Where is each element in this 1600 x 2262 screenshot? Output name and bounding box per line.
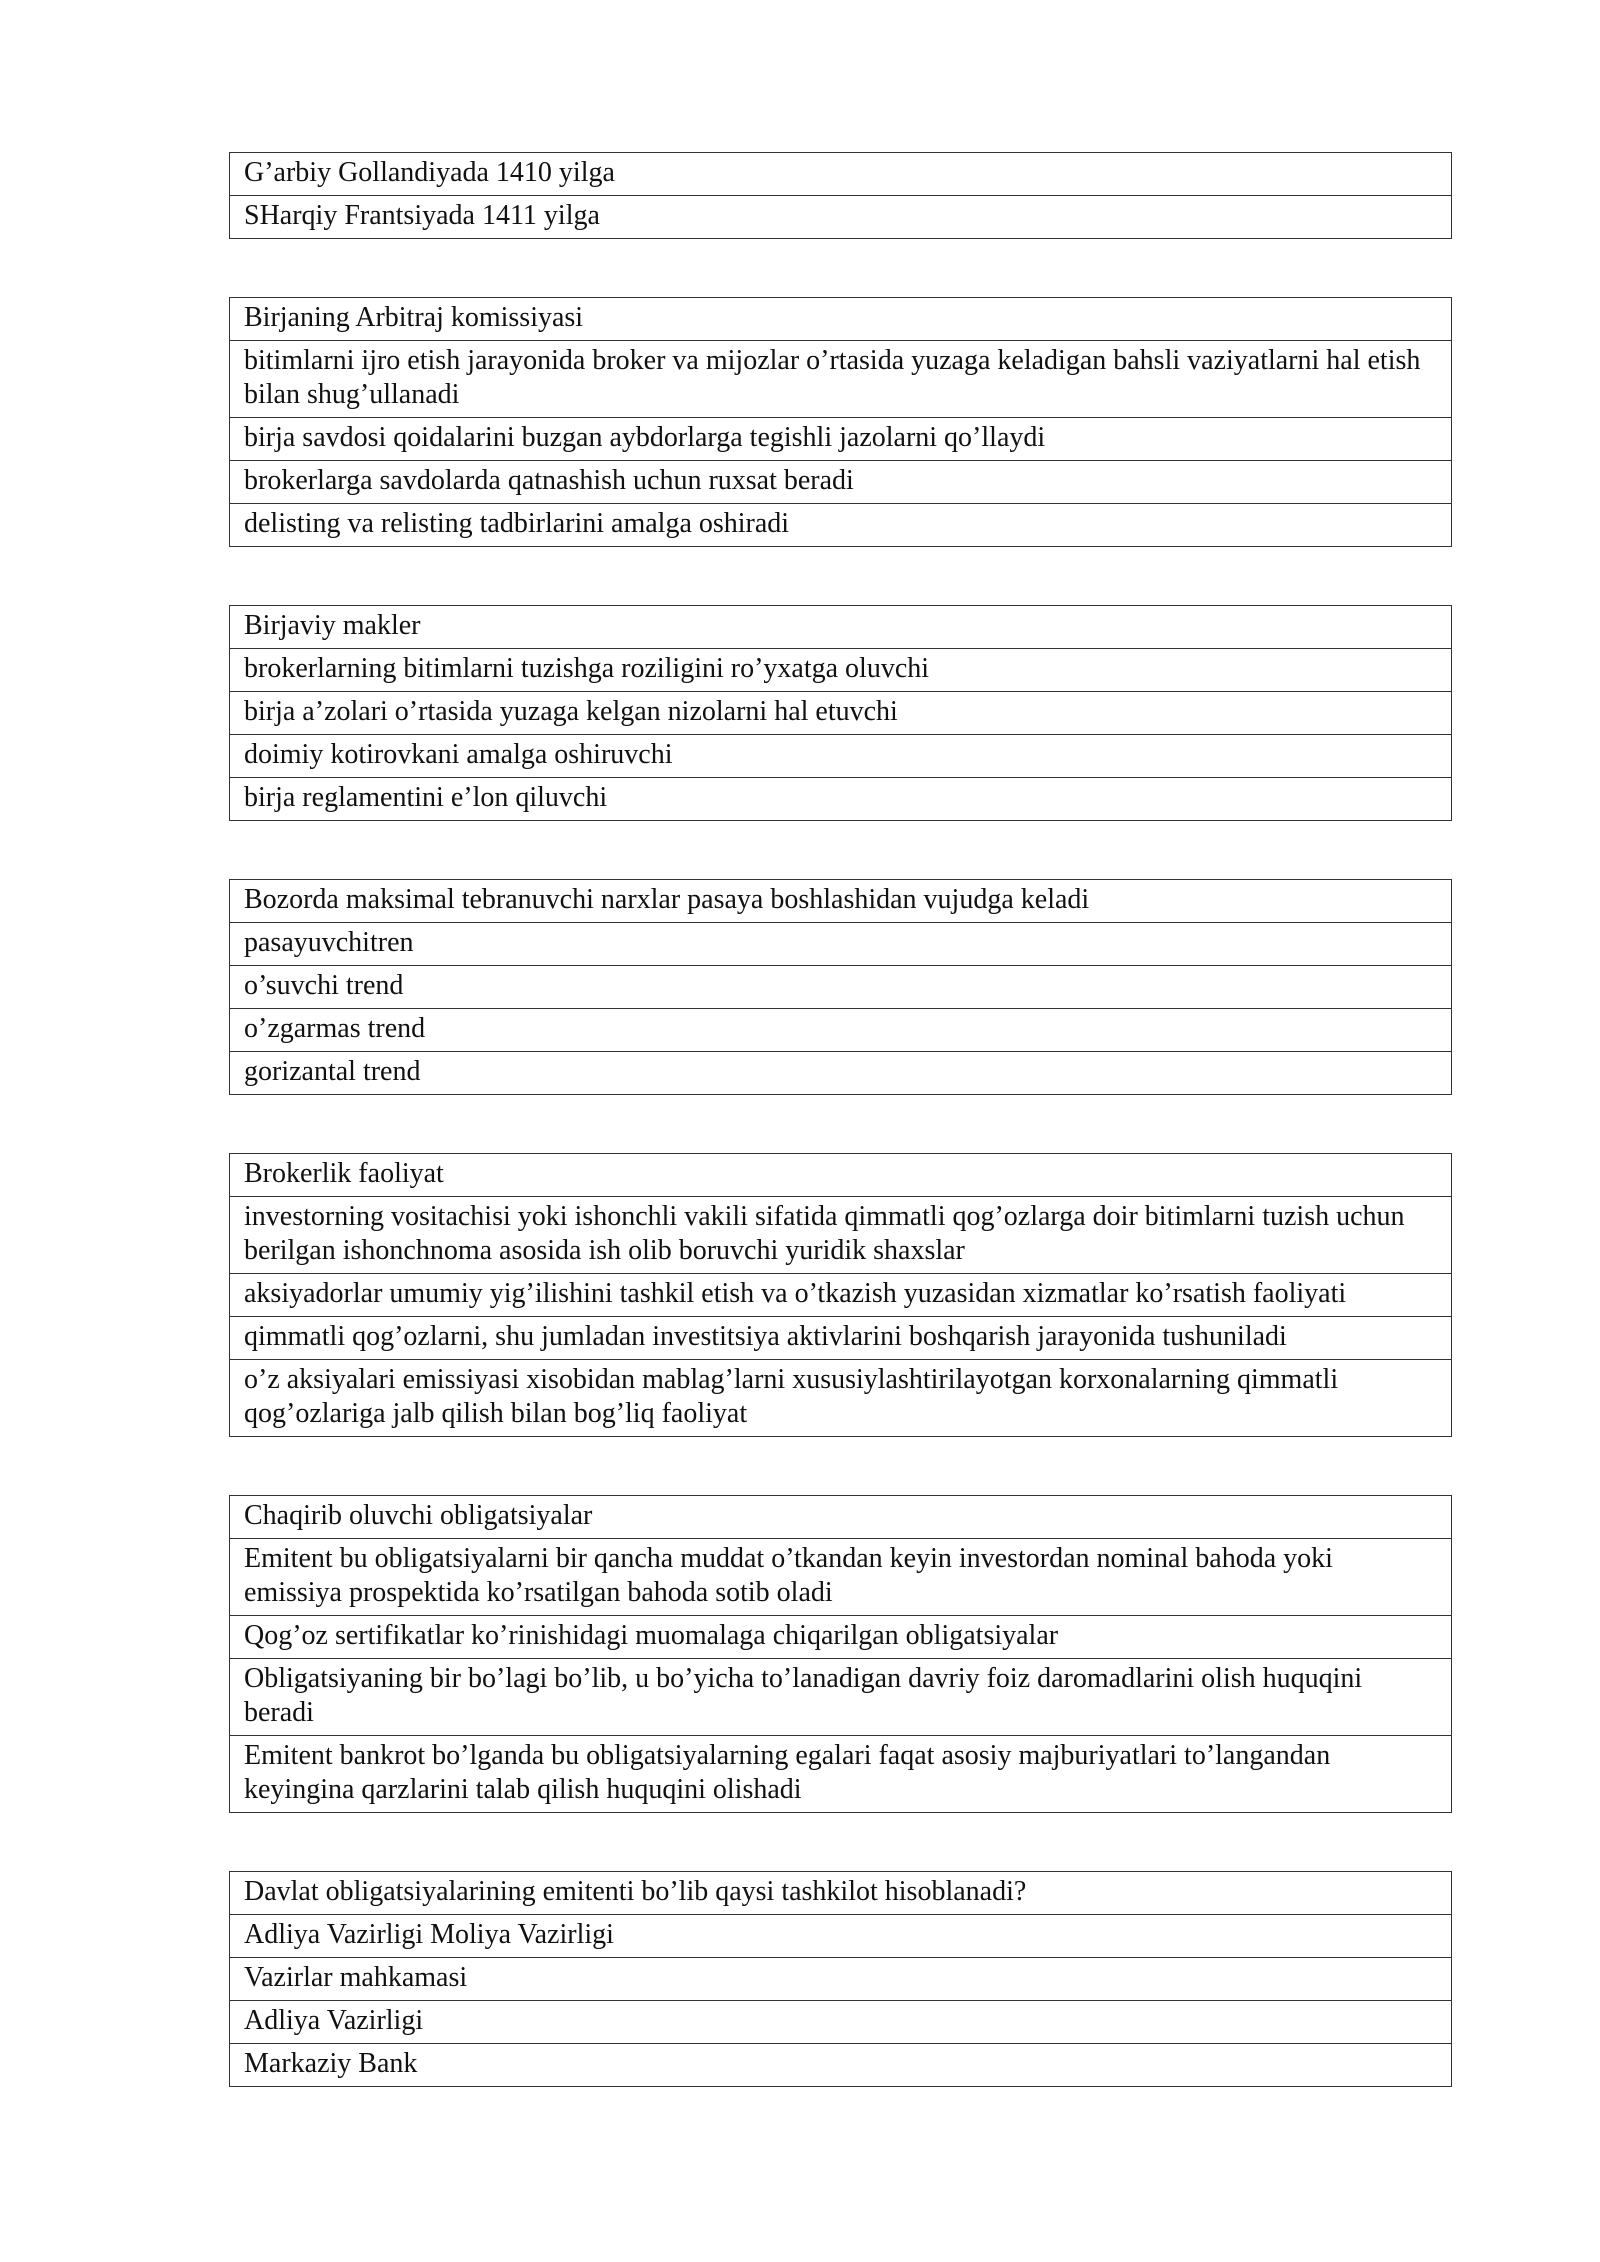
answer-option: doimiy kotirovkani amalga oshiruvchi <box>230 734 1451 777</box>
answer-option: G’arbiy Gollandiyada 1410 yilga <box>244 157 615 188</box>
answer-option: gorizantal trend <box>230 1051 1451 1094</box>
answer-option: Vazirlar mahkamasi <box>230 1957 1451 2000</box>
answer-option: Emitent bankrot bo’lganda bu obligatsiyalarning egalari faqat asosiy majburiyatlari to’langandan keyingina qarzlarini talab qilish huquqini olishadi <box>230 1735 1451 1812</box>
question-title: Brokerlik faoliyat <box>244 1158 444 1189</box>
question-block-3 <box>229 605 1452 821</box>
question-title: Bozorda maksimal tebranuvchi narxlar pasaya boshlashidan vujudga keladi <box>244 884 1090 915</box>
question-block-4 <box>229 879 1452 1095</box>
answer-option: investorning vositachisi yoki ishonchli vakili sifatida qimmatli qog’ozlarga doir bitimlarni tuzish uchun berilgan ishonchnoma asosida ish olib boruvchi yuridik shaxslar <box>230 1196 1451 1273</box>
question-title: Birjaning Arbitraj komissiyasi <box>244 302 584 333</box>
answer-option: qimmatli qog’ozlarni, shu jumladan investitsiya aktivlarini boshqarish jarayonida tushuniladi <box>230 1316 1451 1359</box>
answer-option: bitimlarni ijro etish jarayonida broker va mijozlar o’rtasida yuzaga keladigan bahsli vaziyatlarni hal etish bilan shug’ullanadi <box>230 340 1451 417</box>
document-page <box>229 152 1452 2145</box>
answer-option: birja reglamentini e’lon qiluvchi <box>230 777 1451 820</box>
question-block-6 <box>229 1495 1452 1813</box>
question-block-2 <box>229 297 1452 547</box>
answer-option: Markaziy Bank <box>230 2043 1451 2086</box>
answer-option: o’suvchi trend <box>230 965 1451 1008</box>
answer-option: brokerlarga savdolarda qatnashish uchun ruxsat beradi <box>230 460 1451 503</box>
answer-option: delisting va relisting tadbirlarini amalga oshiradi <box>230 503 1451 546</box>
question-title: Birjaviy makler <box>244 610 421 641</box>
answer-option: o’z aksiyalari emissiyasi xisobidan mablag’larni xususiylashtirilayotgan korxonalarning qimmatli qog’ozlariga jalb qilish bilan bog’liq faoliyat <box>230 1359 1451 1436</box>
question-block-7 <box>229 1871 1452 2087</box>
answer-option: birja savdosi qoidalarini buzgan aybdorlarga tegishli jazolarni qo’llaydi <box>230 417 1451 460</box>
answer-option: Qog’oz sertifikatlar ko’rinishidagi muomalaga chiqarilgan obligatsiyalar <box>230 1615 1451 1658</box>
answer-option: Adliya Vazirligi <box>230 2000 1451 2043</box>
answer-option: brokerlarning bitimlarni tuzishga roziligini ro’yxatga oluvchi <box>230 648 1451 691</box>
question-title: Chaqirib oluvchi obligatsiyalar <box>244 1500 593 1531</box>
answer-option: pasayuvchitren <box>230 922 1451 965</box>
question-block-1 <box>229 152 1452 239</box>
answer-option: Obligatsiyaning bir bo’lagi bo’lib, u bo’yicha to’lanadigan davriy foiz daromadlarini olish huquqini beradi <box>230 1658 1451 1735</box>
answer-option: SHarqiy Frantsiyada 1411 yilga <box>230 195 1451 238</box>
question-title: Davlat obligatsiyalarining emitenti bo’lib qaysi tashkilot hisoblanadi? <box>244 1876 1027 1907</box>
answer-option: o’zgarmas trend <box>230 1008 1451 1051</box>
question-block-5 <box>229 1153 1452 1437</box>
answer-option: Adliya Vazirligi Moliya Vazirligi <box>230 1914 1451 1957</box>
answer-option: Emitent bu obligatsiyalarni bir qancha muddat o’tkandan keyin investordan nominal bahoda yoki emissiya prospektida ko’rsatilgan bahoda sotib oladi <box>230 1538 1451 1615</box>
answer-option: aksiyadorlar umumiy yig’ilishini tashkil etish va o’tkazish yuzasidan xizmatlar ko’rsatish faoliyati <box>230 1273 1451 1316</box>
answer-option: birja a’zolari o’rtasida yuzaga kelgan nizolarni hal etuvchi <box>230 691 1451 734</box>
